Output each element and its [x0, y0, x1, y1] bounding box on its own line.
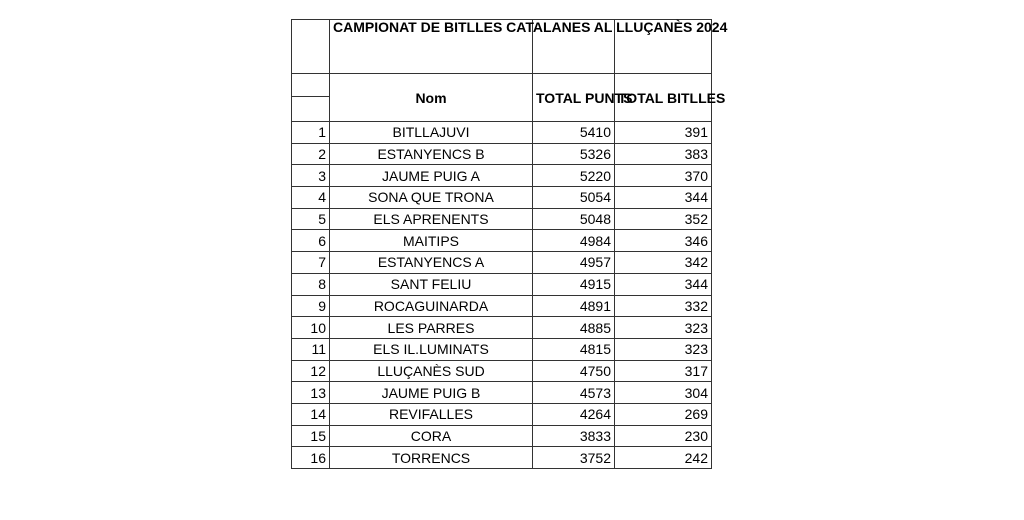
rank-cell: 12 — [292, 360, 330, 382]
team-name-cell: BITLLAJUVI — [330, 122, 533, 144]
rank-cell: 16 — [292, 447, 330, 469]
rank-cell: 1 — [292, 122, 330, 144]
team-name-cell: SANT FELIU — [330, 273, 533, 295]
team-name-cell: MAITIPS — [330, 230, 533, 252]
rank-cell: 2 — [292, 143, 330, 165]
total-punts-cell: 3833 — [533, 425, 615, 447]
team-name-cell: LLUÇANÈS SUD — [330, 360, 533, 382]
rank-cell: 5 — [292, 208, 330, 230]
total-punts-cell: 4984 — [533, 230, 615, 252]
total-punts-cell: 4750 — [533, 360, 615, 382]
total-punts-cell: 4915 — [533, 273, 615, 295]
total-bitlles-cell: 391 — [615, 122, 712, 144]
rank-cell: 4 — [292, 187, 330, 209]
team-name-cell: ESTANYENCS A — [330, 252, 533, 274]
total-punts-cell: 5048 — [533, 208, 615, 230]
table-row — [292, 252, 712, 274]
total-punts-cell: 5220 — [533, 165, 615, 187]
total-punts-cell: 4573 — [533, 382, 615, 404]
total-punts-cell: 4264 — [533, 403, 615, 425]
total-punts-cell: 5326 — [533, 143, 615, 165]
total-punts-cell: 3752 — [533, 447, 615, 469]
table-title: CAMPIONAT DE BITLLES CATALANES AL LLUÇANÈS 2024 — [330, 20, 533, 74]
team-name-cell: CORA — [330, 425, 533, 447]
rank-cell: 13 — [292, 382, 330, 404]
rank-header-cell — [292, 74, 330, 122]
total-punts-cell: 4815 — [533, 338, 615, 360]
total-bitlles-cell: 370 — [615, 165, 712, 187]
team-name-cell: LES PARRES — [330, 317, 533, 339]
empty-cell — [292, 20, 330, 74]
rank-cell: 6 — [292, 230, 330, 252]
table-row — [292, 122, 712, 144]
total-punts-column-header: TOTAL PUNTS — [533, 74, 615, 122]
total-bitlles-cell: 230 — [615, 425, 712, 447]
table-row — [292, 208, 712, 230]
total-bitlles-cell: 346 — [615, 230, 712, 252]
total-punts-cell: 4891 — [533, 295, 615, 317]
table-row — [292, 317, 712, 339]
table-row — [292, 425, 712, 447]
team-name-cell: JAUME PUIG B — [330, 382, 533, 404]
rank-cell: 15 — [292, 425, 330, 447]
total-bitlles-cell: 342 — [615, 252, 712, 274]
total-bitlles-cell: 383 — [615, 143, 712, 165]
table-row — [292, 143, 712, 165]
table-row — [292, 382, 712, 404]
table-row — [292, 230, 712, 252]
total-punts-cell: 5054 — [533, 187, 615, 209]
title-row — [292, 20, 712, 74]
team-name-cell: TORRENCS — [330, 447, 533, 469]
total-bitlles-cell: 344 — [615, 273, 712, 295]
table-row — [292, 360, 712, 382]
team-name-cell: ELS APRENENTS — [330, 208, 533, 230]
team-name-cell: JAUME PUIG A — [330, 165, 533, 187]
total-bitlles-cell: 269 — [615, 403, 712, 425]
total-bitlles-cell: 352 — [615, 208, 712, 230]
rank-cell: 11 — [292, 338, 330, 360]
standings-table — [291, 19, 728, 469]
total-bitlles-cell: 304 — [615, 382, 712, 404]
table-row — [292, 403, 712, 425]
rank-cell: 14 — [292, 403, 330, 425]
total-punts-cell: 4957 — [533, 252, 615, 274]
name-column-header: Nom — [330, 74, 533, 122]
rank-cell: 7 — [292, 252, 330, 274]
table-row — [292, 295, 712, 317]
rank-cell: 10 — [292, 317, 330, 339]
team-name-cell: ROCAGUINARDA — [330, 295, 533, 317]
total-bitlles-cell: 332 — [615, 295, 712, 317]
rank-cell: 9 — [292, 295, 330, 317]
total-punts-cell: 5410 — [533, 122, 615, 144]
table-row — [292, 187, 712, 209]
total-bitlles-cell: 344 — [615, 187, 712, 209]
header-row — [292, 74, 712, 122]
total-bitlles-column-header: TOTAL BITLLES — [615, 74, 712, 122]
table-row — [292, 165, 712, 187]
rank-cell: 3 — [292, 165, 330, 187]
team-name-cell: ESTANYENCS B — [330, 143, 533, 165]
table-row — [292, 273, 712, 295]
total-bitlles-cell: 317 — [615, 360, 712, 382]
standings-sheet — [291, 19, 728, 469]
total-bitlles-cell: 242 — [615, 447, 712, 469]
team-name-cell: SONA QUE TRONA — [330, 187, 533, 209]
total-bitlles-cell: 323 — [615, 317, 712, 339]
table-row — [292, 338, 712, 360]
table-row — [292, 447, 712, 469]
team-name-cell: REVIFALLES — [330, 403, 533, 425]
total-punts-cell: 4885 — [533, 317, 615, 339]
rank-cell: 8 — [292, 273, 330, 295]
total-bitlles-cell: 323 — [615, 338, 712, 360]
team-name-cell: ELS IL.LUMINATS — [330, 338, 533, 360]
